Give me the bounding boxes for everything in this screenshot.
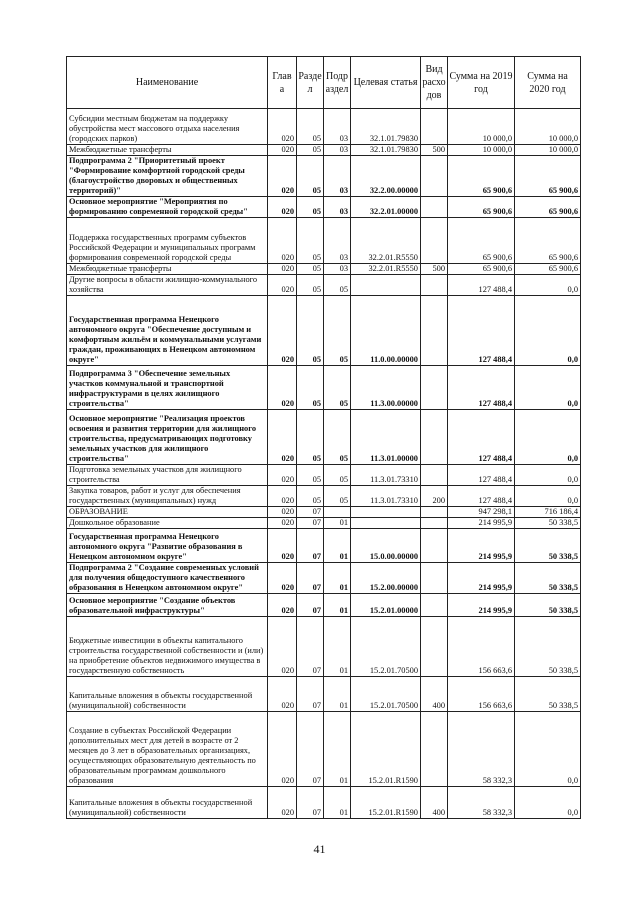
table-row	[67, 366, 581, 410]
page-number: 41	[313, 842, 326, 856]
cell-sum2019: 127 488,4	[448, 296, 515, 366]
cell-razdel: 07	[297, 563, 324, 594]
cell-razdel: 05	[297, 366, 324, 410]
cell-type	[421, 465, 448, 486]
table-row	[67, 296, 581, 366]
cell-sum2019: 65 900,6	[448, 156, 515, 197]
cell-razdel: 05	[297, 156, 324, 197]
cell-name: Подпрограмма 3 "Обеспечение земельных участков коммунальной и транспортной инфраструктурами в целях жилищного строительства"	[67, 366, 268, 410]
table-row	[67, 410, 581, 465]
cell-name: Межбюджетные трансферты	[67, 145, 268, 156]
table-row	[67, 145, 581, 156]
cell-target: 15.2.01.70500	[351, 617, 421, 677]
table-body	[67, 109, 581, 819]
cell-target	[351, 507, 421, 518]
cell-target: 15.2.01.00000	[351, 594, 421, 617]
cell-podrazdel: 03	[324, 156, 351, 197]
cell-type	[421, 296, 448, 366]
cell-sum2020: 10 000,0	[515, 109, 581, 145]
cell-type	[421, 617, 448, 677]
cell-glava: 020	[268, 145, 297, 156]
cell-type: 400	[421, 787, 448, 819]
cell-name: Подпрограмма 2 "Создание современных условий для получения общедоступного качественного образования в Ненецком автономном округе"	[67, 563, 268, 594]
cell-podrazdel: 03	[324, 264, 351, 275]
cell-sum2019: 127 488,4	[448, 486, 515, 507]
cell-sum2020: 0,0	[515, 465, 581, 486]
cell-name: Капитальные вложения в объекты государственной (муниципальной) собственности	[67, 787, 268, 819]
cell-podrazdel: 01	[324, 617, 351, 677]
cell-glava: 020	[268, 787, 297, 819]
cell-glava: 020	[268, 109, 297, 145]
cell-glava: 020	[268, 275, 297, 296]
cell-podrazdel: 05	[324, 465, 351, 486]
cell-glava: 020	[268, 486, 297, 507]
cell-glava: 020	[268, 465, 297, 486]
cell-type	[421, 594, 448, 617]
cell-razdel: 07	[297, 712, 324, 787]
cell-type	[421, 366, 448, 410]
cell-target: 15.2.01.R1590	[351, 712, 421, 787]
cell-glava: 020	[268, 518, 297, 529]
table-row	[67, 677, 581, 712]
cell-glava: 020	[268, 410, 297, 465]
cell-target: 11.3.01.00000	[351, 410, 421, 465]
cell-sum2019: 65 900,6	[448, 197, 515, 218]
cell-podrazdel: 05	[324, 410, 351, 465]
cell-sum2019: 10 000,0	[448, 109, 515, 145]
cell-sum2020: 65 900,6	[515, 218, 581, 264]
table-row	[67, 197, 581, 218]
cell-sum2020: 0,0	[515, 366, 581, 410]
header-sum2019: Сумма на 2019 год	[448, 57, 515, 109]
cell-type	[421, 275, 448, 296]
cell-razdel: 07	[297, 677, 324, 712]
cell-sum2020: 65 900,6	[515, 156, 581, 197]
cell-name: Другие вопросы в области жилищно-коммунального хозяйства	[67, 275, 268, 296]
cell-type	[421, 563, 448, 594]
cell-glava: 020	[268, 197, 297, 218]
cell-sum2019: 10 000,0	[448, 145, 515, 156]
cell-razdel: 05	[297, 296, 324, 366]
cell-name: Дошкольное образование	[67, 518, 268, 529]
cell-sum2020: 65 900,6	[515, 197, 581, 218]
header-type: Вид расхо дов	[421, 57, 448, 109]
cell-type	[421, 529, 448, 563]
cell-glava: 020	[268, 617, 297, 677]
cell-name: Создание в субъектах Российской Федерации дополнительных мест для детей в возрасте от 2 месяцев до 3 лет в образовательных организациях, осуществляющих образовательную деятельность по образовательным программам дошкольного образования	[67, 712, 268, 787]
table-row	[67, 563, 581, 594]
cell-target: 32.1.01.79830	[351, 145, 421, 156]
cell-sum2020: 716 186,4	[515, 507, 581, 518]
cell-type: 200	[421, 486, 448, 507]
cell-podrazdel: 01	[324, 594, 351, 617]
cell-sum2019: 58 332,3	[448, 787, 515, 819]
cell-name: Межбюджетные трансферты	[67, 264, 268, 275]
cell-razdel: 05	[297, 109, 324, 145]
cell-sum2020: 0,0	[515, 275, 581, 296]
cell-razdel: 05	[297, 465, 324, 486]
cell-target: 32.2.01.R5550	[351, 264, 421, 275]
cell-name: Закупка товаров, работ и услуг для обеспечения государственных (муниципальных) нужд	[67, 486, 268, 507]
cell-type	[421, 109, 448, 145]
cell-razdel: 05	[297, 486, 324, 507]
cell-sum2019: 127 488,4	[448, 366, 515, 410]
cell-sum2019: 65 900,6	[448, 218, 515, 264]
cell-podrazdel: 05	[324, 366, 351, 410]
cell-type: 500	[421, 145, 448, 156]
cell-razdel: 05	[297, 197, 324, 218]
cell-glava: 020	[268, 296, 297, 366]
cell-glava: 020	[268, 529, 297, 563]
cell-podrazdel: 03	[324, 109, 351, 145]
cell-glava: 020	[268, 712, 297, 787]
cell-razdel: 07	[297, 594, 324, 617]
table-row	[67, 486, 581, 507]
cell-podrazdel: 01	[324, 712, 351, 787]
cell-target: 11.3.01.73310	[351, 486, 421, 507]
cell-target: 11.3.00.00000	[351, 366, 421, 410]
cell-sum2019: 156 663,6	[448, 677, 515, 712]
cell-razdel: 05	[297, 275, 324, 296]
cell-name: Капитальные вложения в объекты государственной (муниципальной) собственности	[67, 677, 268, 712]
cell-type: 500	[421, 264, 448, 275]
cell-target: 15.2.00.00000	[351, 563, 421, 594]
cell-name: Подготовка земельных участков для жилищного строительства	[67, 465, 268, 486]
header-razdel: Разде л	[297, 57, 324, 109]
cell-podrazdel: 05	[324, 275, 351, 296]
cell-razdel: 07	[297, 617, 324, 677]
cell-sum2019: 214 995,9	[448, 518, 515, 529]
cell-sum2020: 0,0	[515, 410, 581, 465]
cell-glava: 020	[268, 156, 297, 197]
table-row	[67, 109, 581, 145]
cell-sum2019: 947 298,1	[448, 507, 515, 518]
cell-razdel: 07	[297, 787, 324, 819]
table-row	[67, 264, 581, 275]
cell-podrazdel: 05	[324, 296, 351, 366]
cell-podrazdel: 01	[324, 529, 351, 563]
cell-target	[351, 275, 421, 296]
cell-sum2020: 0,0	[515, 296, 581, 366]
cell-sum2020: 50 338,5	[515, 617, 581, 677]
cell-glava: 020	[268, 677, 297, 712]
cell-name: Бюджетные инвестиции в объекты капитального строительства государственной собственности и (или) на приобретение объектов недвижимого имущества в государственную собственность	[67, 617, 268, 677]
table-row	[67, 529, 581, 563]
table-row	[67, 156, 581, 197]
cell-sum2020: 50 338,5	[515, 529, 581, 563]
cell-name: Государственная программа Ненецкого автономного округа "Развитие образования в Ненецком автономном округе"	[67, 529, 268, 563]
cell-glava: 020	[268, 563, 297, 594]
cell-type	[421, 507, 448, 518]
table-row	[67, 465, 581, 486]
cell-sum2019: 127 488,4	[448, 275, 515, 296]
cell-razdel: 05	[297, 264, 324, 275]
cell-sum2020: 10 000,0	[515, 145, 581, 156]
header-row	[67, 57, 581, 109]
cell-name: Субсидии местным бюджетам на поддержку обустройства мест массового отдыха населения (городских парков)	[67, 109, 268, 145]
cell-type	[421, 410, 448, 465]
table-row	[67, 787, 581, 819]
cell-sum2019: 214 995,9	[448, 594, 515, 617]
cell-glava: 020	[268, 264, 297, 275]
cell-name: Основное мероприятие "Реализация проектов освоения и развития территории для жилищного строительства, предусматривающих подготовку земельных участков для жилищного строительства"	[67, 410, 268, 465]
cell-target: 32.2.00.00000	[351, 156, 421, 197]
cell-sum2020: 50 338,5	[515, 677, 581, 712]
header-name: Наименование	[67, 57, 268, 109]
cell-razdel: 05	[297, 145, 324, 156]
cell-type	[421, 156, 448, 197]
cell-target: 15.2.01.70500	[351, 677, 421, 712]
cell-glava: 020	[268, 218, 297, 264]
cell-razdel: 07	[297, 529, 324, 563]
cell-razdel: 05	[297, 218, 324, 264]
cell-podrazdel: 03	[324, 197, 351, 218]
cell-name: Основное мероприятие "Создание объектов образовательной инфраструктуры"	[67, 594, 268, 617]
cell-razdel: 05	[297, 410, 324, 465]
cell-podrazdel: 01	[324, 787, 351, 819]
cell-name: Государственная программа Ненецкого автономного округа "Обеспечение доступным и комфортным жильём и коммунальными услугами граждан, проживающих в Ненецком автономном округе"	[67, 296, 268, 366]
cell-sum2020: 50 338,5	[515, 563, 581, 594]
cell-target: 11.3.01.73310	[351, 465, 421, 486]
table-row	[67, 275, 581, 296]
cell-type: 400	[421, 677, 448, 712]
cell-glava: 020	[268, 507, 297, 518]
cell-sum2019: 127 488,4	[448, 410, 515, 465]
cell-sum2020: 0,0	[515, 787, 581, 819]
cell-podrazdel: 03	[324, 218, 351, 264]
cell-sum2020: 50 338,5	[515, 518, 581, 529]
cell-razdel: 07	[297, 518, 324, 529]
cell-target	[351, 518, 421, 529]
cell-name: Подпрограмма 2 "Приоритетный проект "Формирование комфортной городской среды (благоустройство дворовых и общественных территорий)"	[67, 156, 268, 197]
cell-podrazdel: 03	[324, 145, 351, 156]
cell-type	[421, 518, 448, 529]
cell-name: ОБРАЗОВАНИЕ	[67, 507, 268, 518]
table-row	[67, 518, 581, 529]
cell-podrazdel: 05	[324, 486, 351, 507]
cell-target: 11.0.00.00000	[351, 296, 421, 366]
cell-sum2019: 127 488,4	[448, 465, 515, 486]
cell-sum2019: 214 995,9	[448, 529, 515, 563]
cell-podrazdel	[324, 507, 351, 518]
header-sum2020: Сумма на 2020 год	[515, 57, 581, 109]
cell-target: 32.2.01.00000	[351, 197, 421, 218]
header-glava: Глав а	[268, 57, 297, 109]
cell-target: 32.1.01.79830	[351, 109, 421, 145]
cell-razdel: 07	[297, 507, 324, 518]
table-row	[67, 712, 581, 787]
cell-sum2020: 65 900,6	[515, 264, 581, 275]
header-podrazdel: Подр аздел	[324, 57, 351, 109]
cell-podrazdel: 01	[324, 518, 351, 529]
budget-table	[66, 56, 581, 819]
cell-sum2020: 0,0	[515, 486, 581, 507]
cell-type	[421, 218, 448, 264]
cell-name: Основное мероприятие "Мероприятия по формированию современной городской среды"	[67, 197, 268, 218]
cell-podrazdel: 01	[324, 563, 351, 594]
cell-sum2019: 214 995,9	[448, 563, 515, 594]
table-row	[67, 594, 581, 617]
cell-sum2020: 50 338,5	[515, 594, 581, 617]
cell-target: 32.2.01.R5550	[351, 218, 421, 264]
header-target: Целевая статья	[351, 57, 421, 109]
cell-type	[421, 712, 448, 787]
cell-sum2019: 65 900,6	[448, 264, 515, 275]
cell-type	[421, 197, 448, 218]
table-row	[67, 617, 581, 677]
cell-target: 15.0.00.00000	[351, 529, 421, 563]
cell-glava: 020	[268, 594, 297, 617]
cell-name: Поддержка государственных программ субъектов Российской Федерации и муниципальных программ формирования современной городской среды	[67, 218, 268, 264]
table-row	[67, 218, 581, 264]
cell-podrazdel: 01	[324, 677, 351, 712]
cell-target: 15.2.01.R1590	[351, 787, 421, 819]
cell-sum2020: 0,0	[515, 712, 581, 787]
cell-sum2019: 156 663,6	[448, 617, 515, 677]
cell-sum2019: 58 332,3	[448, 712, 515, 787]
table-row	[67, 507, 581, 518]
cell-glava: 020	[268, 366, 297, 410]
